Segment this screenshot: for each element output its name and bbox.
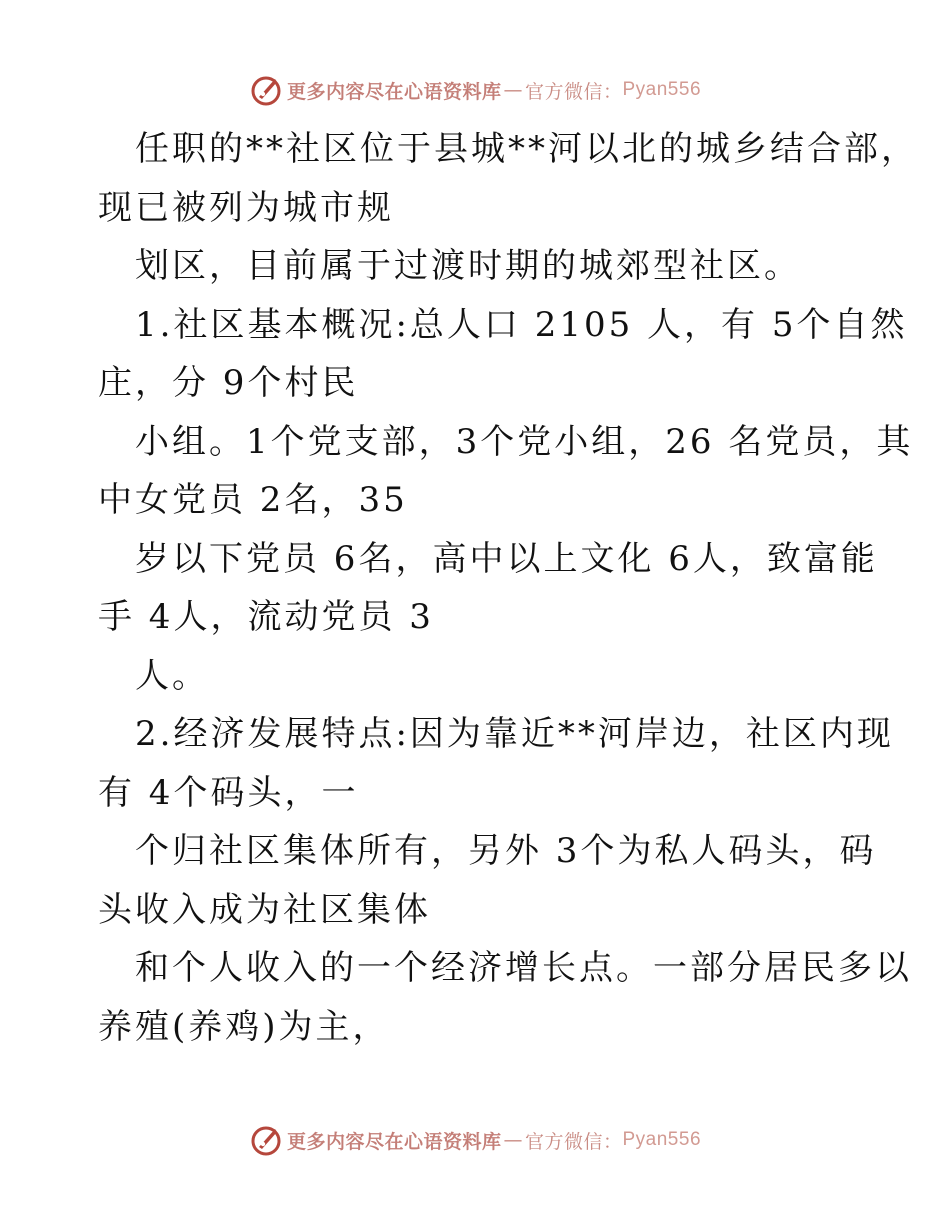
watermark-wechat-id: Pyan556 [622,79,702,100]
watermark-dash: — [503,79,523,101]
text-line: 任职的**社区位于县城**河以北的城乡结合部， [135,129,918,169]
quill-seal-icon [249,73,283,107]
text-line: 1.社区基本概况:总人口 2105 人，有 5个自然 [135,304,908,345]
watermark-wechat-id: Pyan556 [622,1129,702,1150]
text-line: 个归社区集体所有，另外 3个为私人码头，码 [135,831,877,871]
quill-seal-icon [249,1123,283,1157]
text-line: 岁以下党员 6名，高中以上文化 6人，致富能 [135,538,878,579]
text-line: 和个人收入的一个经济增长点。一部分居民多以 [135,948,912,988]
text-line: 手 4人，流动党员 3 [98,597,434,637]
watermark-site-text: 更多内容尽在心语资料库 [286,1130,502,1153]
text-line: 划区，目前属于过渡时期的城郊型社区。 [135,246,801,286]
text-line: 小组。1个党支部，3个党小组，26 名党员，其 [135,421,914,462]
footer-watermark [0,1120,950,1160]
text-line: 人。 [135,655,209,696]
text-line: 现已被列为城市规 [98,187,394,228]
watermark-official-label: 官方微信： [524,1130,623,1153]
watermark-site-text: 更多内容尽在心语资料库 [286,80,502,103]
text-line: 2.经济发展特点:因为靠近**河岸边，社区内现 [135,714,894,754]
text-line: 养殖(养鸡)为主， [98,1006,390,1047]
text-line: 头收入成为社区集体 [98,889,431,930]
text-line: 庄，分 9个村民 [98,363,359,403]
watermark-dash: — [503,1129,523,1151]
header-watermark [0,70,950,110]
document-body [98,120,918,1056]
text-line: 有 4个码头，一 [98,772,359,813]
text-line: 中女党员 2名，35 [98,480,408,520]
watermark-official-label: 官方微信： [524,80,623,103]
